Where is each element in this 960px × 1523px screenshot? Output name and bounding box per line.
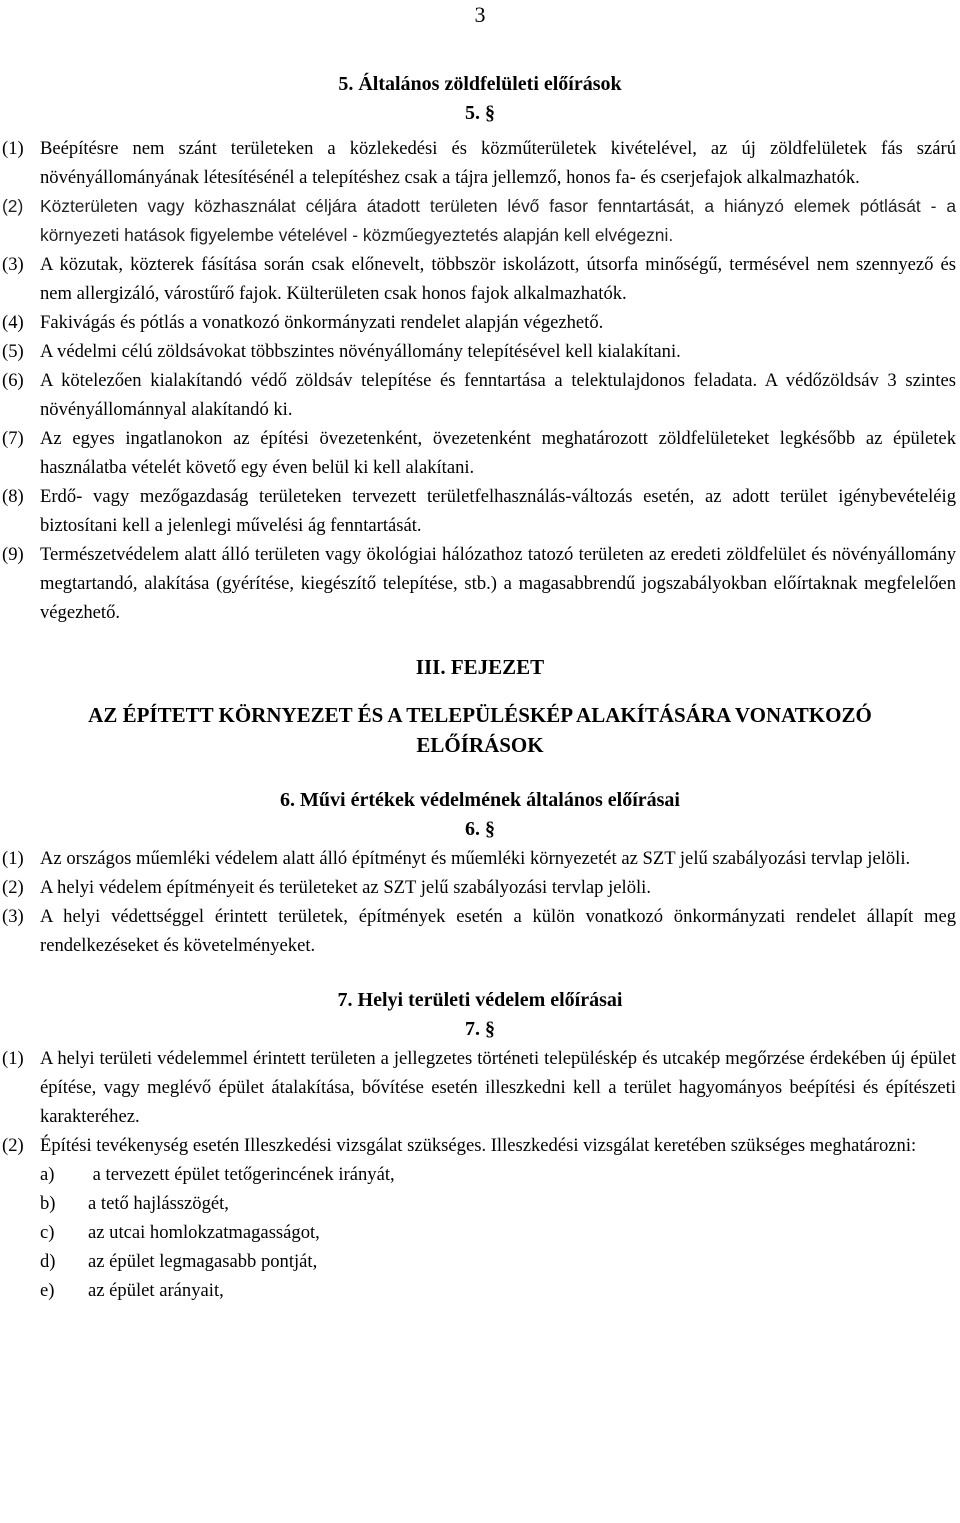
list-item-label: a) bbox=[40, 1164, 55, 1185]
list-item bbox=[40, 1218, 960, 1247]
section-5-paragraph bbox=[2, 337, 956, 366]
paragraph-text: A helyi védettséggel érintett területek, építmények esetén a külön vonatkozó önkormányzati rendelet állapít meg rendelkezéseket és követelményeket. bbox=[40, 906, 956, 956]
list-item-text: az épület arányait, bbox=[88, 1280, 224, 1301]
section-6-paragraph bbox=[2, 844, 956, 873]
chapter-title-line-2: ELŐÍRÁSOK bbox=[416, 733, 544, 757]
section-5-paragraph bbox=[2, 192, 956, 250]
list-item-label: b) bbox=[40, 1193, 56, 1214]
section-5-paragraph bbox=[2, 250, 956, 308]
section-5-paragraph bbox=[2, 482, 956, 540]
paragraph-text: A helyi védelem építményeit és területeket az SZT jelű szabályozási tervlap jelöli. bbox=[40, 877, 651, 898]
section-5-paragraph-mark: 5. § bbox=[465, 102, 495, 124]
section-7-paragraph bbox=[2, 1044, 956, 1131]
section-7-paragraph-mark: 7. § bbox=[465, 1018, 495, 1040]
section-7-title: 7. Helyi területi védelem előírásai bbox=[337, 989, 623, 1011]
paragraph-text: A közutak, közterek fásítása során csak előnevelt, többször iskolázott, útsorfa minőségű, termésével nem szennyező és nem allergizáló, várostűrő fajok. Külterületen csak honos fajok alkalmazhatók. bbox=[40, 254, 956, 304]
list-item bbox=[40, 1276, 960, 1305]
paragraph-text: A helyi területi védelemmel érintett területen a jellegzetes történeti településkép és utcakép megőrzése érdekében új épület építése, vagy meglévő épület átalakítása, bővítése esetén illeszkedni kell a terület hagyományos beépítési és építészeti karakteréhez. bbox=[40, 1048, 956, 1127]
section-6-title: 6. Művi értékek védelmének általános előírásai bbox=[280, 789, 680, 811]
section-6-paragraph bbox=[2, 873, 956, 902]
list-item-text: a tervezett épület tetőgerincének irányát, bbox=[88, 1164, 395, 1185]
paragraph-text: Építési tevékenység esetén Illeszkedési vizsgálat szükséges. Illeszkedési vizsgálat keretében szükséges meghatározni: bbox=[40, 1135, 917, 1156]
list-item bbox=[40, 1160, 960, 1189]
section-7-paragraph bbox=[2, 1131, 956, 1160]
section-5-paragraph bbox=[2, 540, 956, 627]
section-5-paragraph bbox=[2, 424, 956, 482]
section-5-paragraph bbox=[2, 366, 956, 424]
paragraph-text: Az egyes ingatlanokon az építési övezetenként, övezetenként meghatározott zöldfelületeket legkésőbb az épületek használatba vételét követő egy éven belül ki kell alakítani. bbox=[40, 428, 956, 478]
paragraph-number: (6) bbox=[2, 370, 24, 391]
section-5-title: 5. Általános zöldfelületi előírások bbox=[338, 73, 622, 95]
paragraph-number: (8) bbox=[2, 486, 24, 507]
chapter-title-line-1: AZ ÉPÍTETT KÖRNYEZET ÉS A TELEPÜLÉSKÉP ALAKÍTÁSÁRA VONATKOZÓ bbox=[88, 703, 872, 727]
paragraph-text: Fakivágás és pótlás a vonatkozó önkormányzati rendelet alapján végezhető. bbox=[40, 312, 604, 333]
chapter-label: III. FEJEZET bbox=[415, 655, 545, 679]
list-item bbox=[40, 1189, 960, 1218]
paragraph-number: (2) bbox=[2, 196, 24, 216]
paragraph-number: (9) bbox=[2, 544, 24, 565]
list-item-label: e) bbox=[40, 1280, 55, 1301]
list-item-text: a tető hajlásszögét, bbox=[88, 1193, 229, 1214]
list-item-label: d) bbox=[40, 1251, 56, 1272]
list-item bbox=[40, 1247, 960, 1276]
paragraph-text: Természetvédelem alatt álló területen vagy ökológiai hálózathoz tatozó területen az eredeti zöldfelület és növényállomány megtartandó, alakítása (gyérítése, kiegészítő telepítése, stb.) a magasabbrendű jogszabályokban előírtaknak megfelelően végezhető. bbox=[40, 544, 956, 623]
list-item-text: az utcai homlokzatmagasságot, bbox=[88, 1222, 320, 1243]
paragraph-number: (2) bbox=[2, 1135, 24, 1156]
list-item-label: c) bbox=[40, 1222, 55, 1243]
section-6-paragraph bbox=[2, 902, 956, 960]
section-5-paragraph bbox=[2, 134, 956, 192]
paragraph-number: (5) bbox=[2, 341, 24, 362]
paragraph-number: (1) bbox=[2, 138, 24, 159]
paragraph-number: (7) bbox=[2, 428, 24, 449]
paragraph-text: A védelmi célú zöldsávokat többszintes növényállomány telepítésével kell kialakítani. bbox=[40, 341, 681, 362]
section-5-paragraph bbox=[2, 308, 956, 337]
paragraph-number: (3) bbox=[2, 254, 24, 275]
document-body bbox=[0, 70, 960, 1305]
paragraph-text: A kötelezően kialakítandó védő zöldsáv telepítése és fenntartása a telektulajdonos feladata. A védőzöldsáv 3 szintes növényállománnyal alakítandó ki. bbox=[40, 370, 956, 420]
paragraph-number: (2) bbox=[2, 877, 24, 898]
paragraph-text: Közterületen vagy közhasználat céljára átadott területen lévő fasor fenntartását, a hiányzó elemek pótlását - a környezeti hatások figyelembe vételével - közműegyeztetés alapján kell elvégezni. bbox=[40, 196, 956, 245]
paragraph-number: (4) bbox=[2, 312, 24, 333]
list-item-text: az épület legmagasabb pontját, bbox=[88, 1251, 318, 1272]
paragraph-text: Erdő- vagy mezőgazdaság területeken tervezett területfelhasználás-változás esetén, az adott terület igénybevételéig biztosítani kell a jelenlegi művelési ág fenntartását. bbox=[40, 486, 956, 536]
paragraph-text: Beépítésre nem szánt területeken a közlekedési és közműterületek kivételével, az új zöldfelületek fás szárú növényállományának létesítésénél a telepítéshez csak a tájra jellemző, honos fa- és cserjefajok alkalmazhatók. bbox=[40, 138, 956, 188]
section-6-paragraph-mark: 6. § bbox=[465, 818, 495, 840]
page-number: 3 bbox=[474, 2, 486, 27]
paragraph-number: (3) bbox=[2, 906, 24, 927]
paragraph-text: Az országos műemléki védelem alatt álló építményt és műemléki környezetét az SZT jelű szabályozási tervlap jelöli. bbox=[40, 848, 911, 869]
paragraph-number: (1) bbox=[2, 848, 24, 869]
paragraph-number: (1) bbox=[2, 1048, 24, 1069]
